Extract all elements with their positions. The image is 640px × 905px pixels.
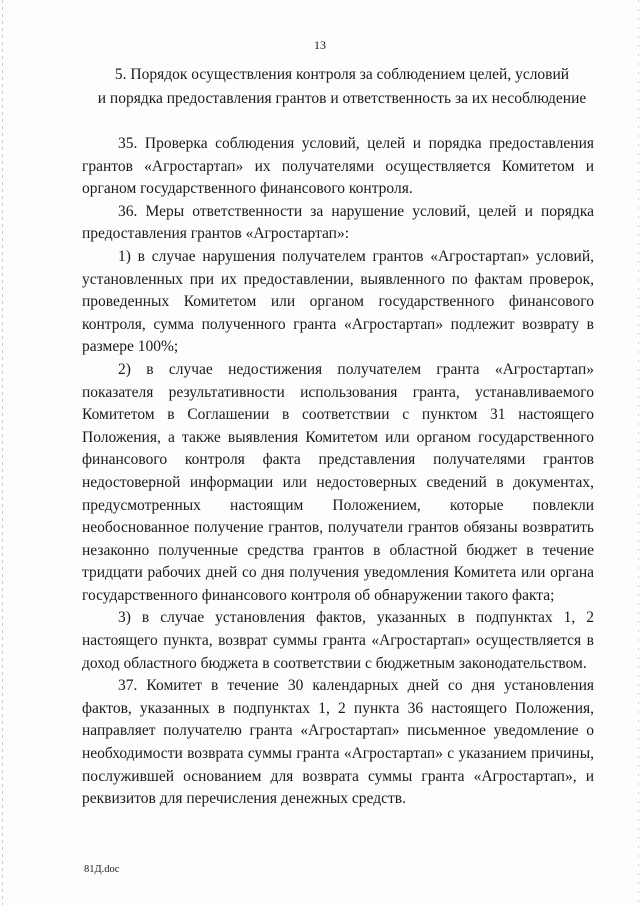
section-heading-line-1: 5. Порядок осуществления контроля за соблюдением целей, условий <box>114 66 570 83</box>
footer-filename: 81Д.doc <box>84 864 120 875</box>
section-heading <box>82 63 602 111</box>
paragraph-37: 37. Комитет в течение 30 календарных дней со дня установления фактов, указанных в подпунктах 1, 2 пункта 36 настоящего Положения, направляет получателю гранта «Агростартап» письменное уведомление о необходимости возврата суммы гранта «Агростартап» с указанием причины, послужившей основанием для возврата суммы гранта «Агростартап», и реквизитов для перечисления денежных средств. <box>82 677 594 808</box>
body-text <box>82 133 594 811</box>
paragraph-36-item-3: 3) в случае установления фактов, указанных в подпунктах 1, 2 настоящего пункта, возврат суммы гранта «Агростартап» осуществляется в доход областного бюджета в соответствии с бюджетным законодательством. <box>82 609 594 672</box>
section-heading-line-2: и порядка предоставления грантов и ответственность за их несоблюдение <box>97 90 587 107</box>
scan-edge-right <box>638 0 639 905</box>
paragraph-35: 35. Проверка соблюдения условий, целей и порядка предоставления грантов «Агростартап» их получателями осуществляется Комитетом и органом государственного финансового контроля. <box>82 135 594 198</box>
paragraph-36-item-2: 2) в случае недостижения получателем гранта «Агростартап» показателя результативности использования гранта, устанавливаемого Комитетом в Соглашении в соответствии с пунктом 31 настоящего Положения, а также выявления Комитетом или органом государственного финансового контроля факта представления получателями грантов недостоверной информации или недостоверных сведений в документах, предусмотренных настоящим Положением, которые повлекли необоснованное получение грантов, получатели грантов обязаны возвратить незаконно полученные средства грантов в областной бюджет в течение тридцати рабочих дней со дня получения уведомления Комитета или органа государственного финансового контроля об обнаружении такого факта; <box>82 360 594 604</box>
scan-edge-left <box>2 0 3 905</box>
paragraph-36: 36. Меры ответственности за нарушение условий, целей и порядка предоставления грантов «Агростартап»: <box>82 202 594 243</box>
page-number: 13 <box>314 38 326 52</box>
paragraph-36-item-1: 1) в случае нарушения получателем грантов «Агростартап» условий, установленных при их предоставлении, выявленного по фактам проверок, проведенных Комитетом или органом государственного финансового контроля, сумма полученного гранта «Агростартап» подлежит возврату в размере 100%; <box>82 247 594 356</box>
